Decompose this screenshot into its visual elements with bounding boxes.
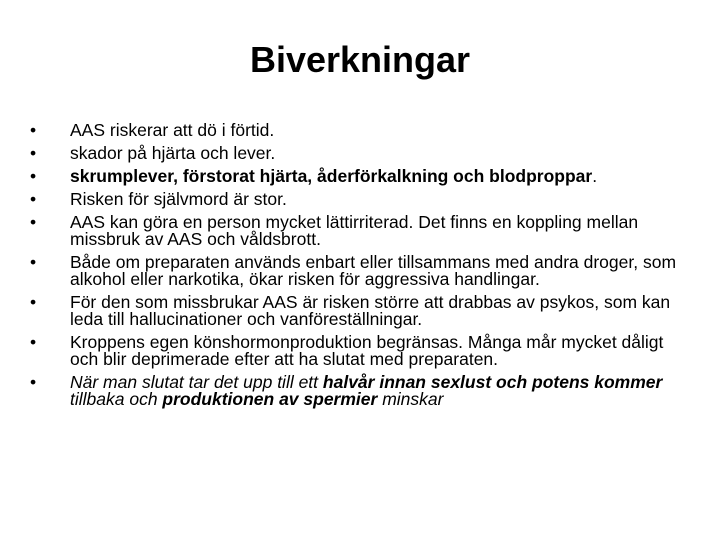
bullet-text-italic: tillbaka och — [70, 389, 163, 409]
bullet-item — [30, 191, 690, 208]
bullet-text-bold: skrumplever, förstorat hjärta, åderförkalkning och blodproppar — [70, 166, 593, 186]
bullet-text-bold-italic: produktionen av spermier — [162, 389, 378, 409]
bullet-text-italic: När man slutat tar det upp till ett — [70, 372, 323, 392]
bullet-item — [30, 294, 690, 328]
bullet-item — [30, 374, 690, 408]
bullet-item — [30, 122, 690, 139]
bullet-text: Risken för självmord är stor. — [70, 189, 287, 209]
bullet-item — [30, 334, 690, 368]
bullet-text: AAS riskerar att dö i förtid. — [70, 120, 275, 140]
bullet-text: Kroppens egen könshormonproduktion begränsas. Många mår mycket dåligt och blir deprimerade efter att ha slutat med preparaten. — [70, 332, 664, 369]
bullet-list — [30, 122, 690, 414]
bullet-text: För den som missbrukar AAS är risken större att drabbas av psykos, som kan leda till hallucinationer och vanföreställningar. — [70, 292, 671, 329]
bullet-text: Både om preparaten används enbart eller tillsammans med andra droger, som alkohol eller narkotika, ökar risken för aggressiva handlingar. — [70, 252, 677, 289]
bullet-text-bold-italic: halvår innan sexlust och potens kommer — [322, 372, 663, 392]
bullet-text: . — [592, 166, 598, 186]
bullet-item — [30, 168, 690, 185]
bullet-text-italic: minskar — [377, 389, 444, 409]
bullet-text: skador på hjärta och lever. — [70, 143, 276, 163]
bullet-item — [30, 214, 690, 248]
bullet-item — [30, 145, 690, 162]
bullet-text: AAS kan göra en person mycket lättirriterad. Det finns en koppling mellan missbruk av AAS och våldsbrott. — [70, 212, 639, 249]
bullet-item — [30, 254, 690, 288]
slide-title: Biverkningar — [249, 39, 471, 80]
